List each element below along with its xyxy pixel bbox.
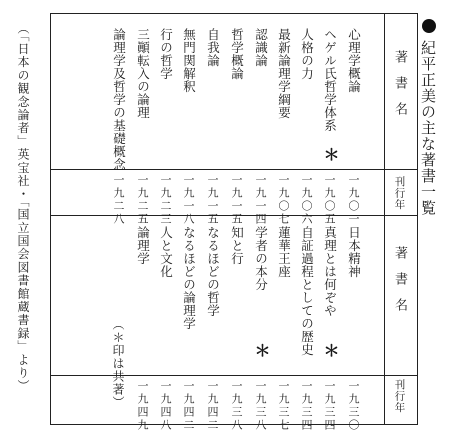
header-book-lower: 著書名 — [392, 246, 407, 324]
book-title: 学者の本分 — [253, 226, 269, 291]
book-title: ヘゲル氏哲学体系 — [322, 28, 338, 132]
book-year: 一九四八 — [159, 380, 172, 432]
book-year: 一九三四 — [323, 380, 336, 432]
page-title: 紀平正美の主な著書一覧 — [419, 40, 437, 216]
book-title: 行の哲学 — [158, 28, 174, 80]
book-title: 自我論 — [205, 28, 221, 67]
book-title: 自証過程としての歴史 — [299, 226, 315, 356]
book-title: なるほどの哲学 — [205, 226, 221, 317]
book-year: 一九四九 — [136, 380, 149, 432]
star-mark: ＊ — [321, 146, 340, 162]
header-divider — [384, 14, 385, 424]
book-title: 哲学概論 — [229, 28, 245, 80]
book-title: 蓮華王座 — [276, 226, 292, 278]
book-title: 人と文化 — [158, 226, 174, 278]
book-title: 最新論理学綱要 — [276, 28, 292, 119]
book-year: 一九三七 — [277, 380, 290, 432]
book-title: 認識論 — [253, 28, 269, 67]
book-title: なるほどの論理学 — [181, 226, 197, 330]
star-mark: ＊ — [321, 342, 340, 358]
book-year: 一九〇五 — [323, 174, 336, 226]
book-title: 論理学及哲学の基礎概念 — [111, 28, 127, 171]
book-title: 論理学 — [135, 226, 151, 265]
book-year: 一九〇七 — [277, 174, 290, 226]
book-year: 一九四二 — [206, 380, 219, 432]
book-year: 一九〇六 — [300, 174, 313, 226]
header-year-lower: 刊行年 — [393, 379, 406, 414]
star-mark: ＊ — [252, 342, 271, 358]
book-year: 一九一八 — [182, 174, 195, 226]
book-title: 心理学概論 — [346, 28, 362, 93]
book-year: 一九〇一 — [347, 174, 360, 226]
book-title: 日本精神 — [346, 226, 362, 278]
row-divider — [51, 169, 417, 170]
book-year: 一九一五 — [206, 174, 219, 226]
book-title: 三顚転入の論理 — [135, 28, 151, 119]
book-year: 一九三四 — [300, 380, 313, 432]
book-year: 一九二五 — [136, 174, 149, 226]
source-note: （「日本の観念論者」英宝社・「国立国会図書館蔵書録」より） — [16, 22, 30, 393]
header-year-upper: 刊行年 — [393, 176, 406, 211]
book-year: 一九三〇 — [347, 380, 360, 432]
bullet-icon — [422, 19, 436, 33]
book-title: 真理とは何ぞや — [322, 226, 338, 317]
book-year: 一九三八 — [230, 380, 243, 432]
book-year: 一九二八 — [112, 174, 125, 226]
book-year: 一九二三 — [159, 174, 172, 226]
header-book-upper: 著書名 — [392, 50, 407, 128]
row-divider — [51, 375, 417, 376]
book-year: 一九四二 — [182, 380, 195, 432]
book-year: 一九一四 — [254, 174, 267, 226]
book-title: 知と行 — [229, 226, 245, 265]
coauthor-note: （＊印は共著） — [111, 318, 125, 409]
book-title: 人格の力 — [299, 28, 315, 80]
book-year: 一九三八 — [254, 380, 267, 432]
book-title: 無門関解釈 — [181, 28, 197, 93]
book-year: 一九一五 — [230, 174, 243, 226]
